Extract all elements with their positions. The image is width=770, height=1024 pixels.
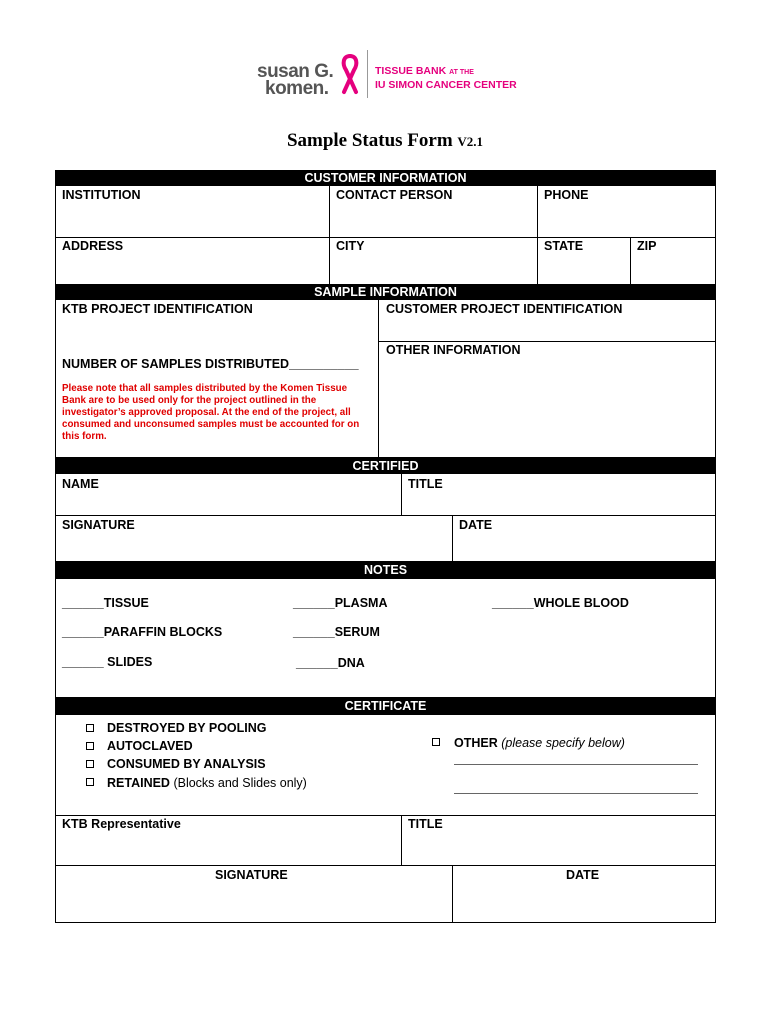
note-plasma[interactable]: ______PLASMA	[293, 596, 388, 610]
divider	[537, 186, 538, 285]
note-serum[interactable]: ______SERUM	[293, 625, 380, 639]
divider	[401, 815, 402, 865]
divider	[55, 237, 716, 238]
consumed-checkbox[interactable]	[86, 760, 94, 768]
distribution-notice: Please note that all samples distributed by the Komen Tissue Bank are to be used only for the project outlined in the investigator’s approved proposal. At the end of the project, all consumed and unconsumed samples must be accounted for on this form.	[62, 383, 360, 442]
city-field[interactable]: CITY	[336, 239, 365, 253]
zip-field[interactable]: ZIP	[637, 239, 657, 253]
number-of-samples-field[interactable]: NUMBER OF SAMPLES DISTRIBUTED__________	[62, 357, 359, 371]
other-label	[454, 736, 625, 750]
address-field[interactable]: ADDRESS	[62, 239, 124, 253]
divider	[401, 474, 402, 515]
customer-info-heading: CUSTOMER INFORMATION	[55, 170, 716, 186]
note-slides[interactable]: ______ SLIDES	[62, 655, 153, 669]
certificate-title-field[interactable]: TITLE	[408, 817, 443, 831]
komen-logo-line1: susan G.	[257, 61, 334, 82]
retained-note: (Blocks and Slides only)	[173, 776, 307, 790]
certified-section	[55, 458, 716, 562]
institution-field[interactable]: INSTITUTION	[62, 188, 141, 202]
tissue-bank-line1: TISSUE BANK	[375, 65, 447, 77]
ktb-project-id-field[interactable]: KTB PROJECT IDENTIFICATION	[62, 302, 253, 316]
pink-ribbon-icon	[336, 52, 364, 100]
certificate-date-field[interactable]: DATE	[566, 868, 600, 882]
retained-checkbox[interactable]	[86, 778, 94, 786]
retained-label	[107, 776, 307, 790]
customer-project-id-field[interactable]: CUSTOMER PROJECT IDENTIFICATION	[386, 302, 623, 316]
certified-signature-field[interactable]: SIGNATURE	[62, 518, 135, 532]
other-text: OTHER	[454, 736, 498, 750]
divider	[55, 515, 716, 516]
note-paraffin-blocks[interactable]: ______PARAFFIN BLOCKS	[62, 625, 223, 639]
certificate-signature-field[interactable]: SIGNATURE	[215, 868, 288, 882]
divider	[452, 865, 453, 923]
note-tissue[interactable]: ______TISSUE	[62, 596, 149, 610]
other-specify-line-2[interactable]	[454, 793, 698, 794]
page-title-text: Sample Status Form	[286, 130, 453, 151]
certificate-heading: CERTIFICATE	[55, 698, 716, 715]
other-note: (please specify below)	[501, 736, 625, 750]
certified-date-field[interactable]: DATE	[459, 518, 493, 532]
tissue-bank-at-the: AT THE	[449, 69, 474, 76]
other-checkbox[interactable]	[432, 738, 440, 746]
certified-name-field[interactable]: NAME	[62, 477, 99, 491]
page-title	[0, 130, 770, 152]
divider	[55, 865, 716, 866]
autoclaved-label: AUTOCLAVED	[107, 739, 193, 753]
destroyed-checkbox[interactable]	[86, 724, 94, 732]
tissue-bank-line2: IU SIMON CANCER CENTER	[375, 79, 517, 91]
notes-heading: NOTES	[55, 562, 716, 579]
divider	[329, 186, 330, 285]
note-dna[interactable]: ______DNA	[296, 656, 365, 670]
divider	[378, 341, 716, 342]
retained-text: RETAINED	[107, 776, 170, 790]
state-field[interactable]: STATE	[544, 239, 584, 253]
phone-field[interactable]: PHONE	[544, 188, 589, 202]
note-whole-blood[interactable]: ______WHOLE BLOOD	[492, 596, 629, 610]
komen-logo-line2: komen.	[265, 78, 329, 99]
certified-heading: CERTIFIED	[55, 458, 716, 474]
divider	[378, 300, 379, 458]
autoclaved-checkbox[interactable]	[86, 742, 94, 750]
contact-person-field[interactable]: CONTACT PERSON	[336, 188, 453, 202]
consumed-label: CONSUMED BY ANALYSIS	[107, 757, 266, 771]
tissue-bank-logo	[375, 65, 517, 92]
divider	[630, 237, 631, 285]
ktb-representative-field[interactable]: KTB Representative	[62, 817, 181, 831]
sample-info-heading: SAMPLE INFORMATION	[55, 285, 716, 300]
logo-divider	[367, 50, 368, 98]
other-specify-line-1[interactable]	[454, 764, 698, 765]
destroyed-label: DESTROYED BY POOLING	[107, 721, 267, 735]
divider	[452, 515, 453, 562]
page-title-version: V2.1	[457, 134, 484, 149]
other-information-field[interactable]: OTHER INFORMATION	[386, 343, 521, 357]
divider	[55, 815, 716, 816]
certified-title-field[interactable]: TITLE	[408, 477, 443, 491]
